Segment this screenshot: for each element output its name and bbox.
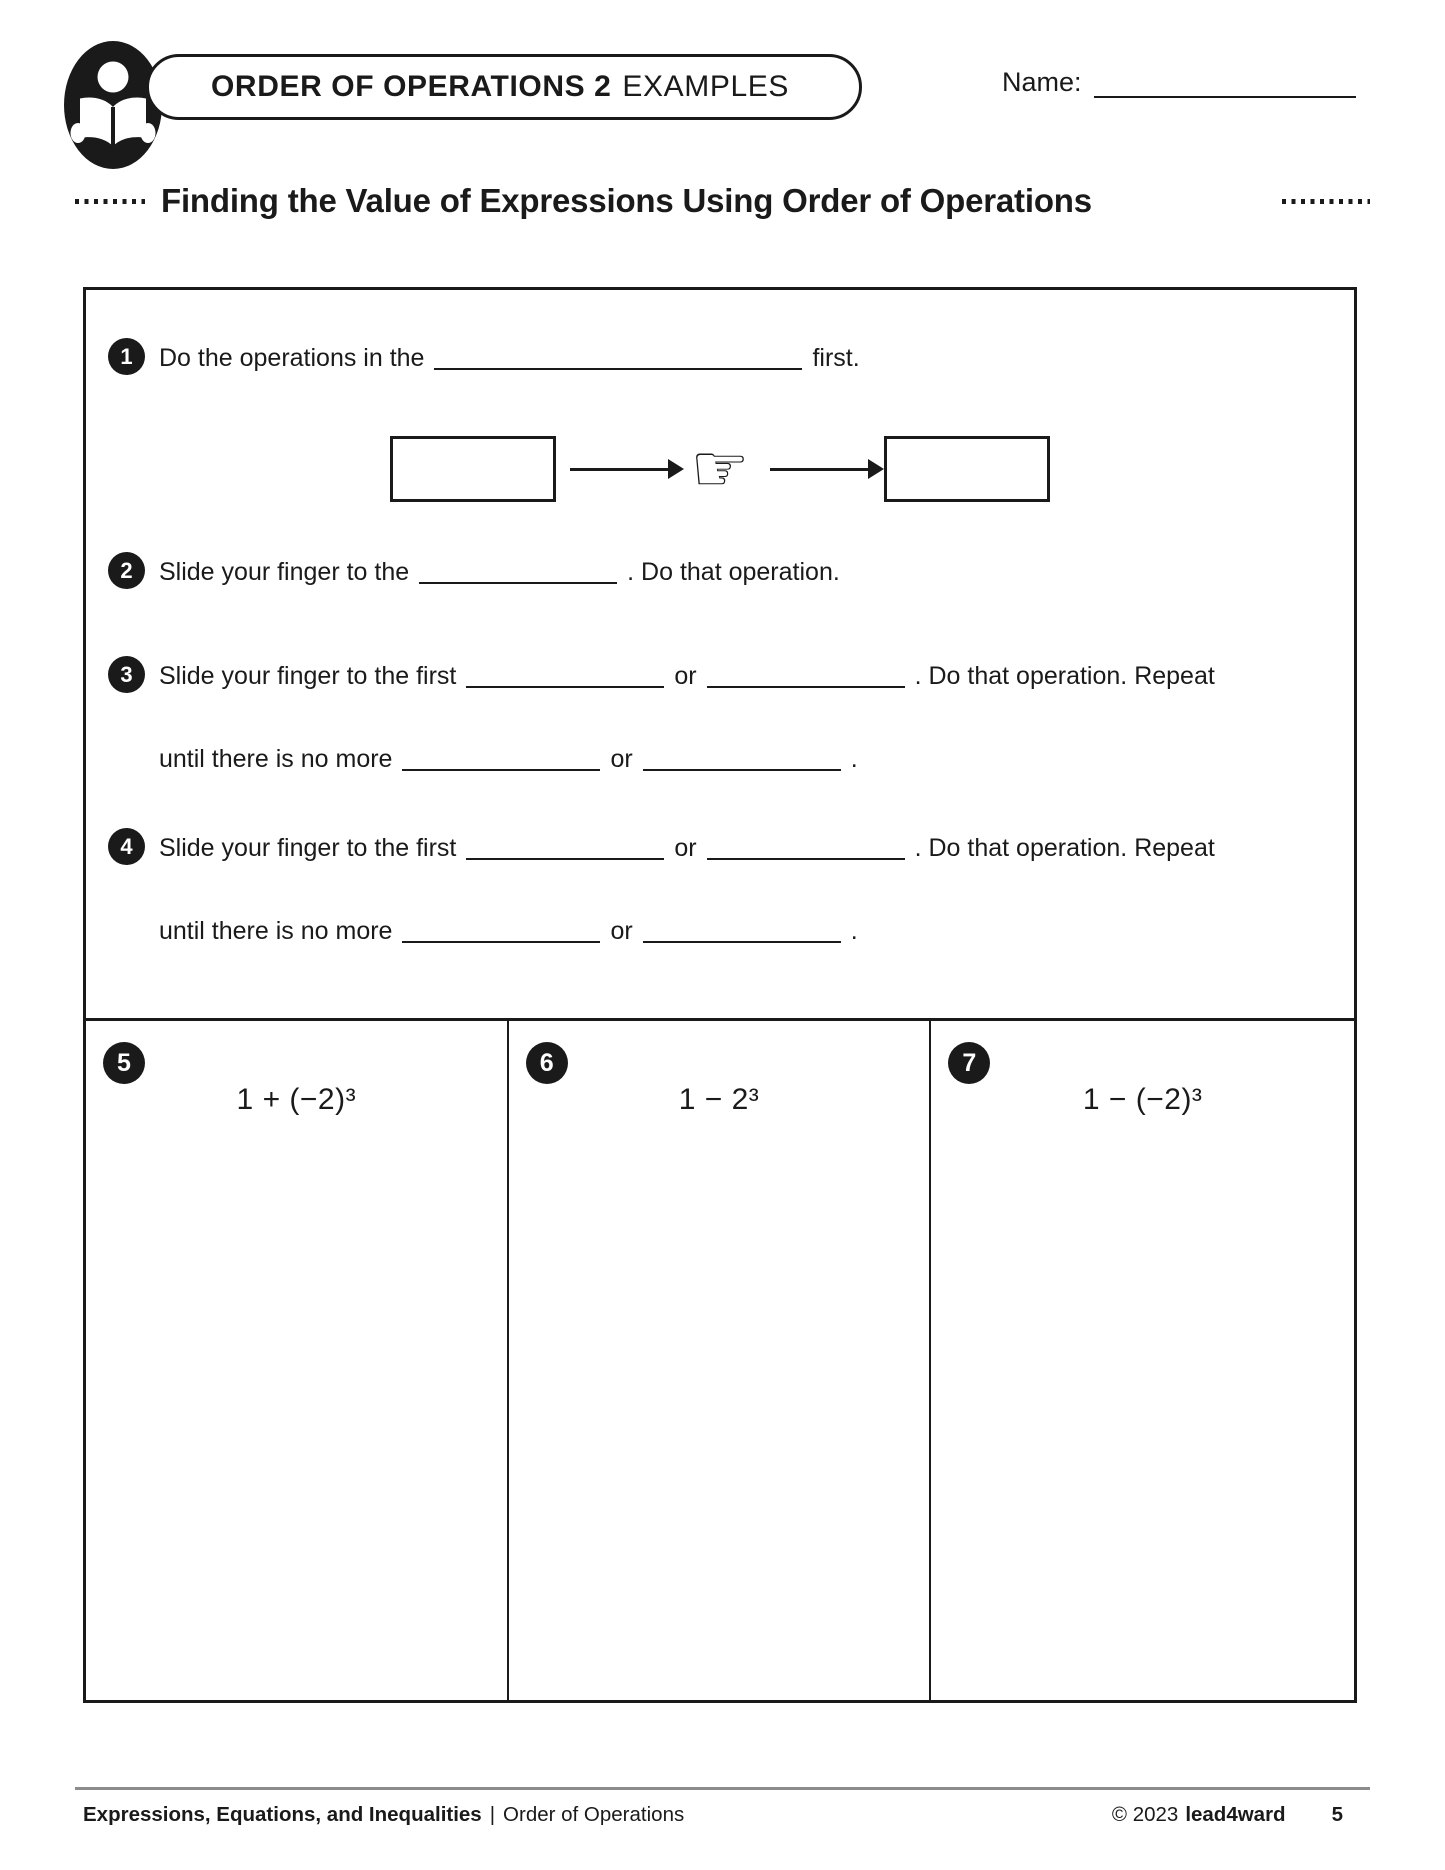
problem-cell-7 — [931, 1021, 1354, 1700]
name-blank-line — [1094, 64, 1356, 98]
step-3-text-pre: Slide your finger to the first — [159, 662, 457, 690]
step-3-continued — [159, 745, 858, 774]
arrow-right-icon — [570, 468, 670, 471]
footer-separator: | — [489, 1803, 496, 1826]
blank-line — [643, 745, 841, 771]
step-3-text — [159, 656, 1215, 692]
person-reading-book-icon — [63, 40, 163, 170]
problem-6-number-badge: 6 — [526, 1042, 568, 1084]
problem-7-expression: 1 − (−2)³ — [1082, 1083, 1203, 1116]
problem-5-expression: 1 + (−2)³ — [236, 1083, 357, 1116]
worksheet-title-examples: EXAMPLES — [622, 70, 789, 103]
step-2-number-badge: 2 — [108, 552, 145, 589]
blank-line — [402, 745, 600, 771]
step-3-text-or: or — [674, 662, 697, 690]
step-2 — [108, 552, 1328, 589]
diagram-box-right — [884, 436, 1050, 502]
blank-line — [643, 917, 841, 943]
blank-line — [419, 558, 617, 584]
dotted-line-left — [75, 199, 145, 204]
step-3-cont-or: or — [610, 745, 633, 773]
worksheet-title-bold: ORDER OF OPERATIONS 2 — [211, 70, 612, 103]
step-3 — [108, 656, 1328, 693]
footer-copyright: © 2023 — [1111, 1803, 1179, 1826]
arrow-right-icon — [770, 468, 870, 471]
blank-line — [466, 662, 664, 688]
problem-5-number-badge: 5 — [103, 1042, 145, 1084]
problems-grid — [86, 1018, 1354, 1700]
step-1-text — [159, 338, 860, 374]
problem-7-number-badge: 7 — [948, 1042, 990, 1084]
worksheet-box — [83, 287, 1357, 1703]
step-1 — [108, 338, 1328, 375]
worksheet-title-pill — [146, 54, 862, 120]
page-title: Finding the Value of Expressions Using Order of Operations — [161, 182, 1092, 219]
step-4-cont-or: or — [610, 917, 633, 945]
step-3-text-post: . Do that operation. Repeat — [914, 662, 1215, 690]
step-2-text-pre: Slide your finger to the — [159, 558, 410, 586]
footer-unit-title: Expressions, Equations, and Inequalities — [83, 1803, 482, 1826]
pointing-finger-icon: ☞ — [690, 431, 750, 506]
step-1-number-badge: 1 — [108, 338, 145, 375]
step-2-text-post: . Do that operation. — [627, 558, 840, 586]
step-1-text-post: first. — [812, 344, 860, 372]
step-4-continued — [159, 917, 858, 946]
step-4-text — [159, 828, 1215, 864]
step-4-cont-post: . — [850, 917, 858, 945]
step-4 — [108, 828, 1328, 865]
blank-line — [707, 662, 905, 688]
step-3-number-badge: 3 — [108, 656, 145, 693]
diagram-box-left — [390, 436, 556, 502]
name-label: Name: — [1002, 67, 1082, 97]
step-4-text-or: or — [674, 834, 697, 862]
footer-page-number: 5 — [1331, 1803, 1343, 1826]
footer-brand: lead4ward — [1185, 1803, 1286, 1826]
footer-divider-line — [75, 1787, 1370, 1790]
name-field — [1002, 64, 1356, 98]
problem-cell-5 — [86, 1021, 509, 1700]
step-2-text — [159, 552, 840, 588]
blank-line — [402, 917, 600, 943]
problem-6-expression: 1 − 2³ — [678, 1083, 760, 1116]
dotted-line-right — [1282, 199, 1370, 204]
step-4-number-badge: 4 — [108, 828, 145, 865]
step-4-text-post: . Do that operation. Repeat — [914, 834, 1215, 862]
step-1-text-pre: Do the operations in the — [159, 344, 425, 372]
blank-line — [434, 344, 802, 370]
problem-cell-6 — [509, 1021, 932, 1700]
footer-credits — [1112, 1803, 1343, 1827]
blank-line — [707, 834, 905, 860]
finger-slide-diagram — [86, 431, 1354, 506]
step-4-text-pre: Slide your finger to the first — [159, 834, 457, 862]
step-3-cont-pre: until there is no more — [159, 745, 393, 773]
footer-breadcrumb — [83, 1803, 684, 1827]
step-4-cont-pre: until there is no more — [159, 917, 393, 945]
step-3-cont-post: . — [850, 745, 858, 773]
section-title-row — [75, 182, 1370, 220]
footer-topic: Order of Operations — [503, 1803, 685, 1826]
blank-line — [466, 834, 664, 860]
